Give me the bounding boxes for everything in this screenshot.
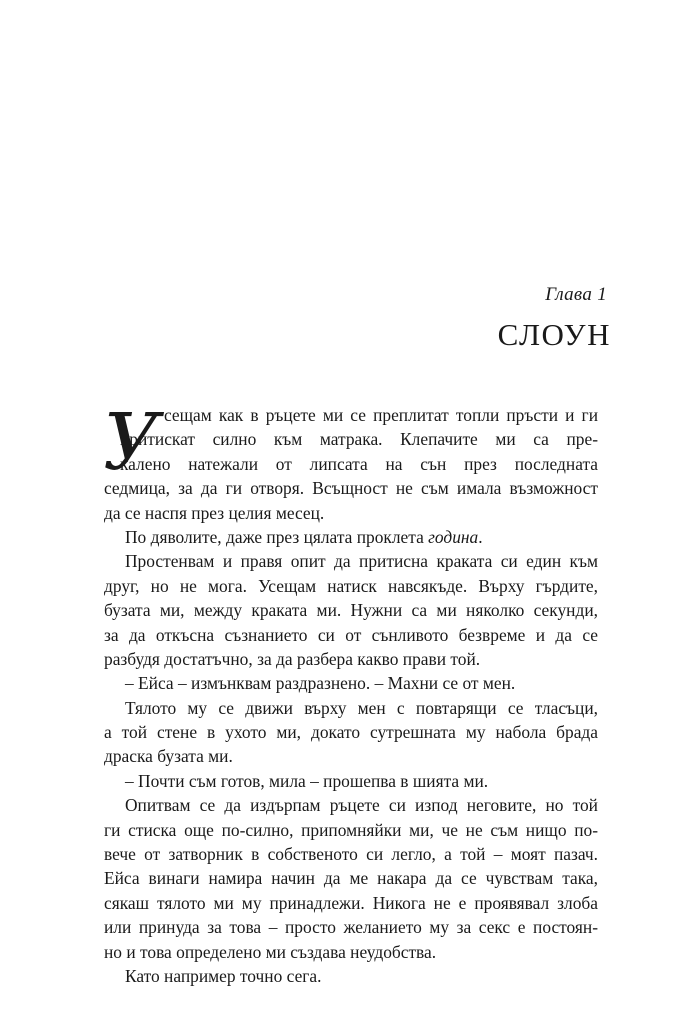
text-line: за да откъсна съзнанието си от сънливото безвреме и да се xyxy=(104,624,598,645)
text-line: ги стиска още по-силно, припомняйки ми, че не съм нищо по- xyxy=(104,819,598,840)
text-line: да се наспя през целия месец. xyxy=(104,502,325,523)
text-line: друг, но не мога. Усещам натиск навсякъде. Върху гърдите, xyxy=(104,575,598,596)
text-fragment: По дяволите, даже през цялата проклета xyxy=(125,526,429,547)
chapter-title: СЛОУН xyxy=(497,317,611,352)
text-line: бузата ми, между краката ми. Нужни са ми няколко секунди, xyxy=(104,600,598,621)
text-line: калено натежали от липсата на сън през последната xyxy=(120,453,598,474)
text-line: разбудя достатъчно, за да разбера какво прави той. xyxy=(104,648,481,669)
dropcap-letter: У xyxy=(103,398,160,488)
emphasis-word: година xyxy=(428,526,479,547)
text-line: сещам как в ръцете ми се преплитат топли пръсти и ги xyxy=(164,405,598,425)
text-fragment: . xyxy=(478,526,483,547)
text-line: – Почти съм готов, мила – прошепва в шията ми. xyxy=(125,770,489,791)
chapter-label: Глава 1 xyxy=(545,284,607,305)
text-line: а той стене в ухото ми, докато сутрешната му набола брада xyxy=(104,722,598,743)
text-line: притискат силно към матрака. Клепачите ми са пре- xyxy=(120,429,598,450)
text-line: сякаш тялото ми му принадлежи. Никога не е проявявал злоба xyxy=(104,892,598,913)
text-line: драска бузата ми. xyxy=(104,746,233,767)
text-line: Опитвам се да издърпам ръцете си изпод неговите, но той xyxy=(125,795,598,816)
text-line: но и това определено ми създава неудобства. xyxy=(104,941,437,962)
text-line xyxy=(104,525,598,549)
text-line: Простенвам и правя опит да притисна краката си един към xyxy=(125,551,598,572)
text-line: седмица, за да ги отворя. Всъщност не съм имала възможност xyxy=(104,478,598,499)
text-line: Ейса винаги намира начин да ме накара да се чувствам така, xyxy=(104,868,598,889)
text-line: – Ейса – измънквам раздразнено. – Махни се от мен. xyxy=(125,673,516,694)
text-line: Като например точно сега. xyxy=(125,965,322,986)
text-line: или принуда за това – просто желанието му за секс е постоян- xyxy=(104,917,598,938)
text-line: Тялото му се движи върху мен с повтарящи се тласъци, xyxy=(125,697,598,718)
chapter-body xyxy=(103,398,598,988)
text-line: вече от затворник в собственото си легло, а той – моят пазач. xyxy=(104,844,598,865)
